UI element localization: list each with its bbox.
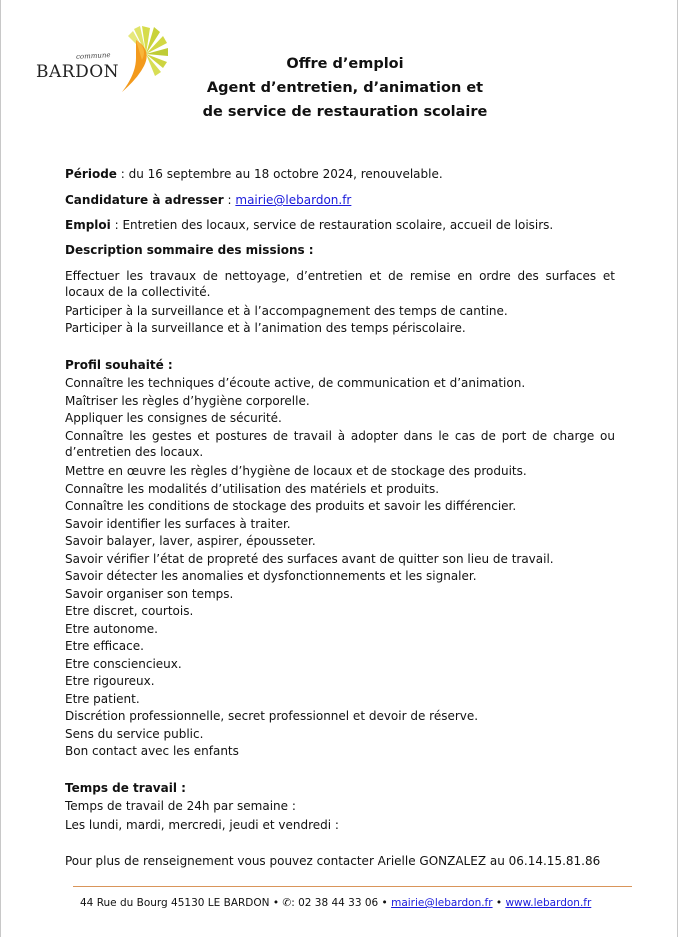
emploi-row <box>65 217 553 233</box>
footer-address: 44 Rue du Bourg 45130 LE BARDON <box>80 897 270 909</box>
periode-row <box>65 166 443 182</box>
separator: : <box>116 167 129 181</box>
page-edge-left <box>0 0 1 937</box>
footer-divider <box>73 886 632 887</box>
temps-item: Les lundi, mardi, mercredi, jeudi et vendredi : <box>65 818 339 832</box>
title-line-1: Offre d’emploi <box>286 56 404 72</box>
periode-value: du 16 septembre au 18 octobre 2024, renouvelable. <box>128 167 443 181</box>
missions-heading: Description sommaire des missions : <box>65 243 314 257</box>
footer-email-link[interactable]: mairie@lebardon.fr <box>391 897 493 909</box>
bullet: • <box>378 897 392 909</box>
title-line-3: de service de restauration scolaire <box>202 104 488 120</box>
separator: : <box>110 218 123 232</box>
footer-phone: : 02 38 44 33 06 <box>291 897 379 909</box>
bullet: • <box>492 897 506 909</box>
temps-item: Temps de travail de 24h par semaine : <box>65 799 296 813</box>
contact-text: Pour plus de renseignement vous pouvez contacter Arielle GONZALEZ au 06.14.15.81.86 <box>65 854 601 868</box>
profil-item: Connaître les modalités d’utilisation des matériels et produits. <box>65 482 440 496</box>
profil-item: Savoir organiser son temps. <box>65 587 234 601</box>
emploi-label: Emploi <box>65 218 111 232</box>
page-edge-right <box>677 0 678 937</box>
mission-item: Participer à la surveillance et à l’animation des temps périscolaire. <box>65 321 466 335</box>
phone-icon: ✆ <box>282 897 292 909</box>
profil-item: Savoir détecter les anomalies et dysfonctionnements et les signaler. <box>65 569 477 583</box>
temps-heading: Temps de travail : <box>65 781 186 795</box>
title-line-2: Agent d’entretien, d’animation et <box>206 80 484 96</box>
profil-item: Maîtriser les règles d’hygiène corporelle. <box>65 394 310 408</box>
profil-item: Bon contact avec les enfants <box>65 744 239 758</box>
candidature-label: Candidature à adresser <box>65 193 224 207</box>
profil-item: Mettre en œuvre les règles d’hygiène de locaux et de stockage des produits. <box>65 464 527 478</box>
separator: : <box>223 193 236 207</box>
candidature-email-link[interactable]: mairie@lebardon.fr <box>235 193 352 207</box>
profil-item: Etre consciencieux. <box>65 657 182 671</box>
logo-name: BARDON <box>36 62 120 82</box>
profil-item: Connaître les techniques d’écoute active, de communication et d’animation. <box>65 376 526 390</box>
footer <box>80 897 591 909</box>
mission-item: Participer à la surveillance et à l’accompagnement des temps de cantine. <box>65 304 508 318</box>
candidature-row <box>65 192 351 208</box>
profil-item: Etre autonome. <box>65 622 158 636</box>
page-title <box>180 52 510 124</box>
mission-item: Effectuer les travaux de nettoyage, d’entretien et de remise en ordre des surfaces et locaux de la collectivité. <box>65 269 615 299</box>
commune-logo <box>36 24 166 96</box>
profil-item: Sens du service public. <box>65 727 204 741</box>
profil-item: Connaître les conditions de stockage des produits et savoir les différencier. <box>65 499 517 513</box>
profil-item: Etre rigoureux. <box>65 674 155 688</box>
profil-item: Discrétion professionnelle, secret professionnel et devoir de réserve. <box>65 709 479 723</box>
profil-item: Savoir identifier les surfaces à traiter. <box>65 517 291 531</box>
logo-commune-text: commune <box>75 51 111 61</box>
sunflower-icon <box>108 24 168 94</box>
footer-website-link[interactable]: www.lebardon.fr <box>505 897 592 909</box>
profil-item: Savoir vérifier l’état de propreté des surfaces avant de quitter son lieu de travail. <box>65 552 554 566</box>
profil-item: Savoir balayer, laver, aspirer, épousseter. <box>65 534 316 548</box>
profil-item: Etre discret, courtois. <box>65 604 194 618</box>
profil-item: Etre efficace. <box>65 639 144 653</box>
profil-item: Connaître les gestes et postures de travail à adopter dans le cas de port de charge ou d’entretien des locaux. <box>65 429 615 459</box>
emploi-value: Entretien des locaux, service de restauration scolaire, accueil de loisirs. <box>122 218 554 232</box>
profil-heading: Profil souhaité : <box>65 358 173 372</box>
profil-item: Appliquer les consignes de sécurité. <box>65 411 282 425</box>
bullet: • <box>269 897 283 909</box>
periode-label: Période <box>65 167 117 181</box>
profil-item: Etre patient. <box>65 692 140 706</box>
